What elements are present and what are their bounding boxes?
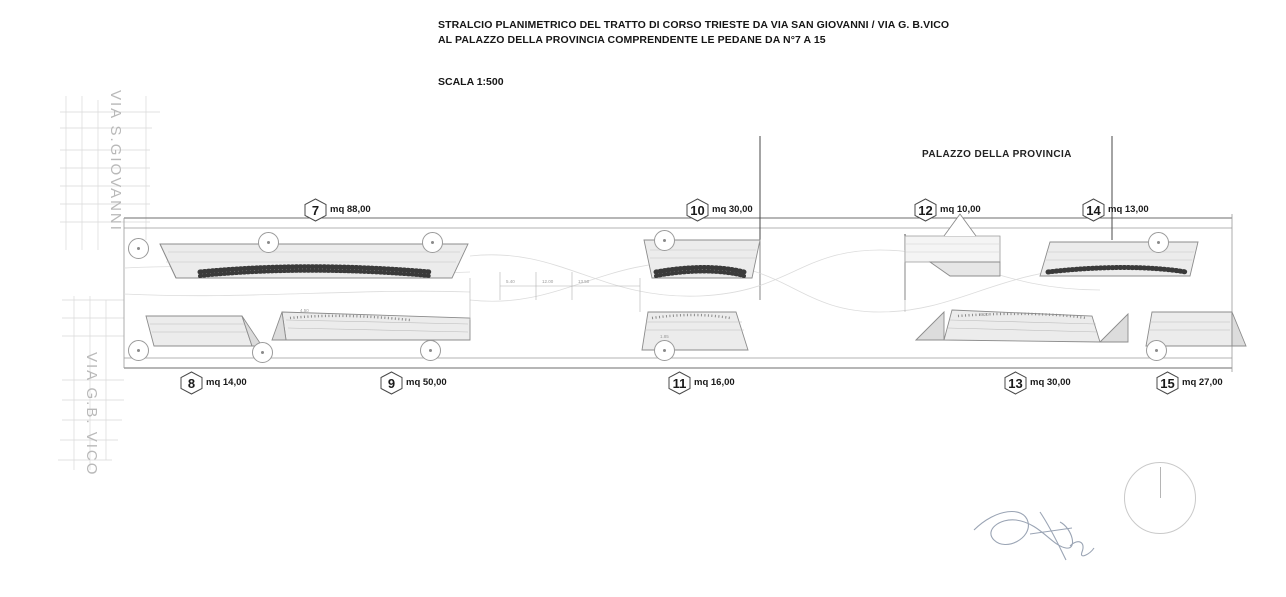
pedana-marker-15[interactable]: [1156, 371, 1223, 395]
pedana-hexagon-14: [1082, 198, 1105, 222]
pedana-marker-10[interactable]: [686, 198, 753, 222]
node-mark: [252, 342, 273, 363]
building-label: PALAZZO DELLA PROVINCIA: [922, 149, 1072, 160]
svg-text:12.00: 12.00: [542, 279, 554, 284]
title-block: [438, 18, 1078, 48]
pedana-hexagon-9: [380, 371, 403, 395]
pedana-hexagon-10: [686, 198, 709, 222]
pedana-hexagon-11: [668, 371, 691, 395]
scale-label: SCALA 1:500: [438, 76, 504, 88]
svg-text:4.50: 4.50: [300, 308, 309, 313]
platform-13: [916, 310, 1128, 342]
pedana-number-13: 13: [1008, 375, 1023, 391]
pedana-area-13: mq 30,00: [1030, 377, 1071, 388]
pedana-number-8: 8: [187, 375, 196, 391]
pedana-number-10: 10: [690, 202, 705, 218]
pedana-area-10: mq 30,00: [712, 204, 753, 215]
svg-text:6.20: 6.20: [980, 312, 989, 317]
node-mark: [654, 230, 675, 251]
pedana-marker-13[interactable]: [1004, 371, 1071, 395]
node-mark: [422, 232, 443, 253]
platform-14: [1040, 242, 1198, 276]
node-mark: [258, 232, 279, 253]
pedana-number-11: 11: [672, 375, 687, 391]
pedana-area-7: mq 88,00: [330, 204, 371, 215]
node-mark: [1146, 340, 1167, 361]
node-mark: [128, 340, 149, 361]
platform-8: [146, 316, 262, 346]
pedana-marker-14[interactable]: [1082, 198, 1149, 222]
pedana-number-15: 15: [1160, 375, 1175, 391]
pedana-marker-11[interactable]: [668, 371, 735, 395]
pedana-area-15: mq 27,00: [1182, 377, 1223, 388]
svg-text:1.85: 1.85: [660, 334, 669, 339]
pedana-area-11: mq 16,00: [694, 377, 735, 388]
pedana-area-12: mq 10,00: [940, 204, 981, 215]
pedana-hexagon-8: [180, 371, 203, 395]
pedana-marker-8[interactable]: [180, 371, 247, 395]
pedana-number-12: 12: [918, 202, 933, 218]
street-label-via-gb-vico: VIA G.B. VICO: [83, 352, 100, 477]
pedana-area-8: mq 14,00: [206, 377, 247, 388]
node-mark: [654, 340, 675, 361]
north-compass-icon: [1124, 462, 1196, 534]
pedana-area-14: mq 13,00: [1108, 204, 1149, 215]
pedana-hexagon-12: [914, 198, 937, 222]
street-label-via-san-giovanni: VIA S.GIOVANNI: [107, 90, 124, 232]
pedana-number-14: 14: [1086, 202, 1101, 218]
pedana-marker-12[interactable]: [914, 198, 981, 222]
node-mark: [420, 340, 441, 361]
pedana-hexagon-15: [1156, 371, 1179, 395]
pedana-area-9: mq 50,00: [406, 377, 447, 388]
svg-text:13.50: 13.50: [578, 279, 590, 284]
pedana-marker-7[interactable]: [304, 198, 371, 222]
title-line-1: STRALCIO PLANIMETRICO DEL TRATTO DI CORSO TRIESTE DA VIA SAN GIOVANNI / VIA G. B.VICO: [438, 19, 950, 31]
platform-9: [272, 312, 470, 340]
node-mark: [128, 238, 149, 259]
pedana-number-9: 9: [387, 375, 396, 391]
signature: [974, 512, 1094, 560]
platform-7: [160, 244, 468, 278]
node-mark: [1148, 232, 1169, 253]
platform-12: [905, 214, 1000, 276]
pedana-number-7: 7: [311, 202, 320, 218]
title-line-2: AL PALAZZO DELLA PROVINCIA COMPRENDENTE LE PEDANE DA N°7 A 15: [438, 34, 826, 46]
svg-text:5.40: 5.40: [506, 279, 515, 284]
pedana-marker-9[interactable]: [380, 371, 447, 395]
pedana-hexagon-7: [304, 198, 327, 222]
pedana-hexagon-13: [1004, 371, 1027, 395]
